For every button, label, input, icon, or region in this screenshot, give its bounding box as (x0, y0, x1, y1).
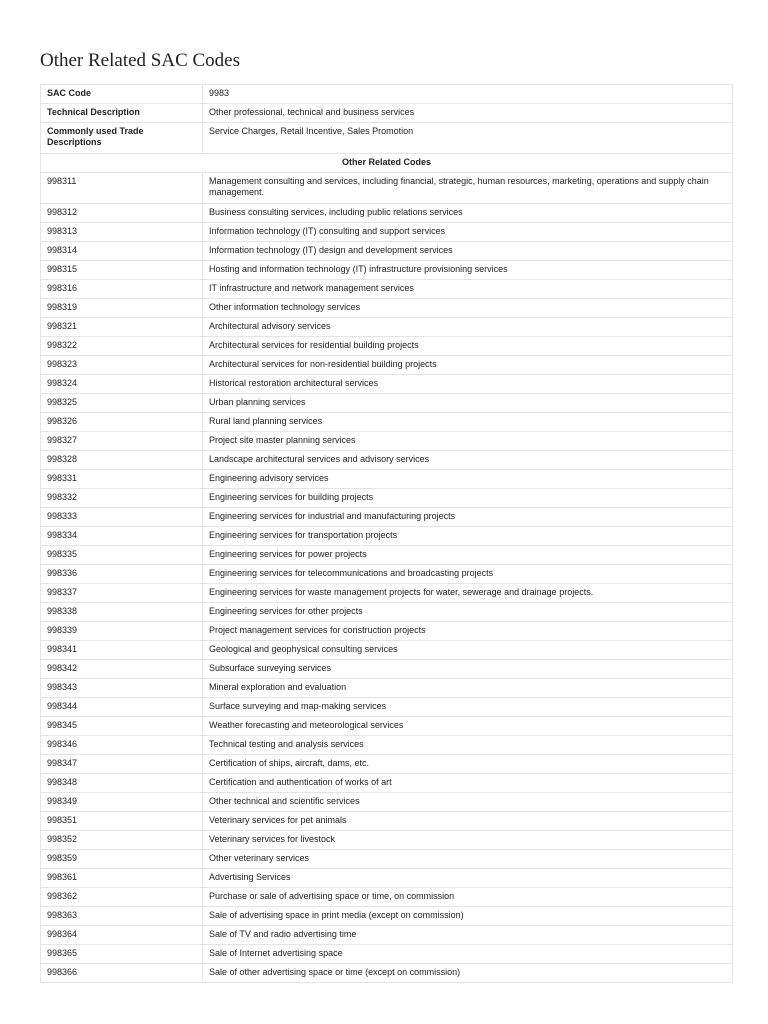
code-cell: 998345 (41, 717, 203, 736)
description-cell: Engineering services for industrial and manufacturing projects (203, 508, 733, 527)
table-row (41, 774, 733, 793)
trade-descriptions-value: Service Charges, Retail Incentive, Sales Promotion (203, 123, 733, 154)
table-row (41, 546, 733, 565)
table-row (41, 641, 733, 660)
code-cell: 998325 (41, 394, 203, 413)
sac-code-value: 9983 (203, 85, 733, 104)
description-cell: Other veterinary services (203, 850, 733, 869)
technical-description-value: Other professional, technical and business services (203, 104, 733, 123)
description-cell: Architectural services for non-residential building projects (203, 356, 733, 375)
code-cell: 998312 (41, 204, 203, 223)
description-cell: Certification of ships, aircraft, dams, etc. (203, 755, 733, 774)
code-cell: 998333 (41, 508, 203, 527)
table-row (41, 394, 733, 413)
table-row (41, 318, 733, 337)
table-row (41, 831, 733, 850)
sac-code-row (41, 85, 733, 104)
description-cell: Engineering services for building projects (203, 489, 733, 508)
table-row (41, 413, 733, 432)
code-cell: 998322 (41, 337, 203, 356)
table-row (41, 432, 733, 451)
code-cell: 998338 (41, 603, 203, 622)
code-cell: 998342 (41, 660, 203, 679)
table-row (41, 660, 733, 679)
sac-codes-table-body (41, 85, 733, 983)
code-cell: 998346 (41, 736, 203, 755)
sac-codes-table (40, 84, 733, 983)
code-cell: 998361 (41, 869, 203, 888)
sac-code-label: SAC Code (41, 85, 203, 104)
code-cell: 998335 (41, 546, 203, 565)
description-cell: Engineering services for other projects (203, 603, 733, 622)
table-row (41, 926, 733, 945)
code-cell: 998343 (41, 679, 203, 698)
table-row (41, 173, 733, 204)
code-cell: 998336 (41, 565, 203, 584)
code-cell: 998363 (41, 907, 203, 926)
code-cell: 998311 (41, 173, 203, 204)
description-cell: Rural land planning services (203, 413, 733, 432)
table-row (41, 223, 733, 242)
code-cell: 998323 (41, 356, 203, 375)
code-cell: 998352 (41, 831, 203, 850)
description-cell: Project management services for construction projects (203, 622, 733, 641)
table-row (41, 736, 733, 755)
code-cell: 998331 (41, 470, 203, 489)
description-cell: Business consulting services, including public relations services (203, 204, 733, 223)
description-cell: Architectural services for residential building projects (203, 337, 733, 356)
description-cell: Hosting and information technology (IT) infrastructure provisioning services (203, 261, 733, 280)
table-row (41, 679, 733, 698)
code-cell: 998341 (41, 641, 203, 660)
table-row (41, 698, 733, 717)
description-cell: Surface surveying and map-making services (203, 698, 733, 717)
description-cell: Technical testing and analysis services (203, 736, 733, 755)
description-cell: Other technical and scientific services (203, 793, 733, 812)
table-row (41, 204, 733, 223)
table-row (41, 964, 733, 983)
table-row (41, 565, 733, 584)
table-row (41, 489, 733, 508)
code-cell: 998359 (41, 850, 203, 869)
section-header: Other Related Codes (41, 154, 733, 173)
code-cell: 998334 (41, 527, 203, 546)
technical-description-row (41, 104, 733, 123)
description-cell: Sale of TV and radio advertising time (203, 926, 733, 945)
table-row (41, 242, 733, 261)
description-cell: Information technology (IT) consulting and support services (203, 223, 733, 242)
table-row (41, 888, 733, 907)
code-cell: 998347 (41, 755, 203, 774)
table-row (41, 261, 733, 280)
code-cell: 998349 (41, 793, 203, 812)
description-cell: Veterinary services for pet animals (203, 812, 733, 831)
page-title: Other Related SAC Codes (40, 50, 241, 71)
section-header-row (41, 154, 733, 173)
table-row (41, 850, 733, 869)
description-cell: Weather forecasting and meteorological services (203, 717, 733, 736)
description-cell: Mineral exploration and evaluation (203, 679, 733, 698)
code-cell: 998365 (41, 945, 203, 964)
table-row (41, 299, 733, 318)
table-row (41, 508, 733, 527)
description-cell: Other information technology services (203, 299, 733, 318)
code-cell: 998328 (41, 451, 203, 470)
code-cell: 998327 (41, 432, 203, 451)
table-row (41, 337, 733, 356)
description-cell: Engineering advisory services (203, 470, 733, 489)
description-cell: Engineering services for power projects (203, 546, 733, 565)
code-cell: 998344 (41, 698, 203, 717)
code-cell: 998351 (41, 812, 203, 831)
table-row (41, 603, 733, 622)
code-cell: 998362 (41, 888, 203, 907)
code-cell: 998315 (41, 261, 203, 280)
code-cell: 998313 (41, 223, 203, 242)
table-row (41, 812, 733, 831)
trade-descriptions-row (41, 123, 733, 154)
description-cell: Subsurface surveying services (203, 660, 733, 679)
code-cell: 998316 (41, 280, 203, 299)
description-cell: Engineering services for transportation projects (203, 527, 733, 546)
description-cell: Veterinary services for livestock (203, 831, 733, 850)
table-row (41, 717, 733, 736)
table-row (41, 622, 733, 641)
description-cell: Management consulting and services, including financial, strategic, human resources, marketing, operations and supply chain management. (203, 173, 733, 204)
code-cell: 998337 (41, 584, 203, 603)
description-cell: Engineering services for telecommunications and broadcasting projects (203, 565, 733, 584)
trade-descriptions-label: Commonly used Trade Descriptions (41, 123, 203, 154)
table-row (41, 793, 733, 812)
description-cell: Sale of advertising space in print media (except on commission) (203, 907, 733, 926)
description-cell: Architectural advisory services (203, 318, 733, 337)
code-cell: 998364 (41, 926, 203, 945)
description-cell: Sale of other advertising space or time (except on commission) (203, 964, 733, 983)
code-cell: 998319 (41, 299, 203, 318)
code-cell: 998339 (41, 622, 203, 641)
table-row (41, 945, 733, 964)
table-row (41, 356, 733, 375)
description-cell: IT infrastructure and network management services (203, 280, 733, 299)
table-row (41, 584, 733, 603)
description-cell: Sale of Internet advertising space (203, 945, 733, 964)
description-cell: Landscape architectural services and advisory services (203, 451, 733, 470)
code-cell: 998348 (41, 774, 203, 793)
description-cell: Historical restoration architectural services (203, 375, 733, 394)
table-row (41, 280, 733, 299)
code-cell: 998332 (41, 489, 203, 508)
description-cell: Project site master planning services (203, 432, 733, 451)
description-cell: Engineering services for waste management projects for water, sewerage and drainage projects. (203, 584, 733, 603)
table-row (41, 755, 733, 774)
description-cell: Information technology (IT) design and development services (203, 242, 733, 261)
technical-description-label: Technical Description (41, 104, 203, 123)
code-cell: 998326 (41, 413, 203, 432)
code-cell: 998324 (41, 375, 203, 394)
description-cell: Purchase or sale of advertising space or time, on commission (203, 888, 733, 907)
code-cell: 998314 (41, 242, 203, 261)
table-row (41, 375, 733, 394)
table-row (41, 451, 733, 470)
table-row (41, 869, 733, 888)
code-cell: 998321 (41, 318, 203, 337)
description-cell: Certification and authentication of works of art (203, 774, 733, 793)
table-row (41, 907, 733, 926)
table-row (41, 527, 733, 546)
table-row (41, 470, 733, 489)
description-cell: Advertising Services (203, 869, 733, 888)
description-cell: Geological and geophysical consulting services (203, 641, 733, 660)
code-cell: 998366 (41, 964, 203, 983)
description-cell: Urban planning services (203, 394, 733, 413)
